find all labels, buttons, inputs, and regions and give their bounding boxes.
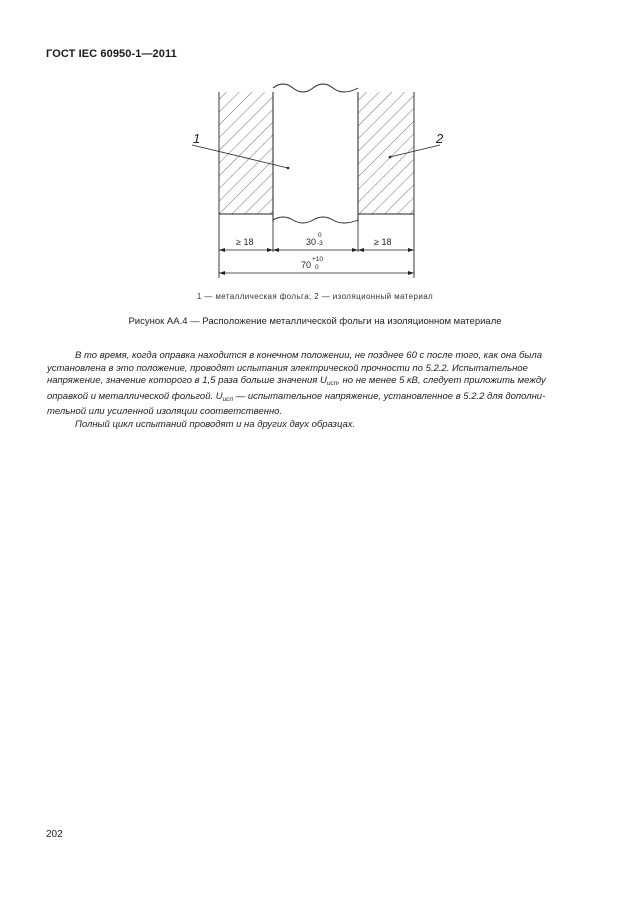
dim-total-sup: +10 <box>312 256 324 263</box>
paragraph-line: оправкой и металлической фольгой. $U_{исп}$ — испытательное напряжение, установленное в 5.2.2 для дополни- <box>47 390 546 403</box>
metal-foil <box>273 92 358 222</box>
paragraph-line: Полный цикл испытаний проводят и на других двух образцах. <box>75 418 356 430</box>
dim-center-sub: -3 <box>317 240 323 247</box>
paragraph-line: тельной или усиленной изоляции соответственно. <box>47 406 283 417</box>
label-2: 2 <box>436 131 444 146</box>
figure-caption: Рисунок АА.4 — Расположение металлической фольги на изоляционном материале <box>128 316 502 327</box>
page-number: 202 <box>46 829 63 840</box>
dim-total-sub: 0 <box>315 264 319 271</box>
document-header: ГОСТ IEC 60950-1—2011 <box>46 48 177 60</box>
paragraph-line: В то время, когда оправка находится в конечном положении, не позднее 60 с после того, как она была <box>75 350 542 361</box>
body-text <box>47 350 585 431</box>
figure-legend: 1 — металлическая фольга; 2 — изоляционный материал <box>196 292 434 301</box>
paragraph-line: установлена в это положение, проводят испытания электрической прочности по 5.2.2. Испытательное <box>47 362 528 374</box>
dim-total-main: 70 <box>301 260 312 270</box>
label-1: 1 <box>193 131 201 146</box>
dim-center-main: 30 <box>306 237 317 247</box>
dim-right: ≥ 18 <box>374 237 392 247</box>
dim-left: ≥ 18 <box>236 237 254 247</box>
dim-center-sup: 0 <box>318 232 322 239</box>
paragraph-line: напряжение, значение которого в 1,5 раза больше значения $U_{исп}$, но не менее 5 кВ, следует приложить между <box>47 375 546 387</box>
